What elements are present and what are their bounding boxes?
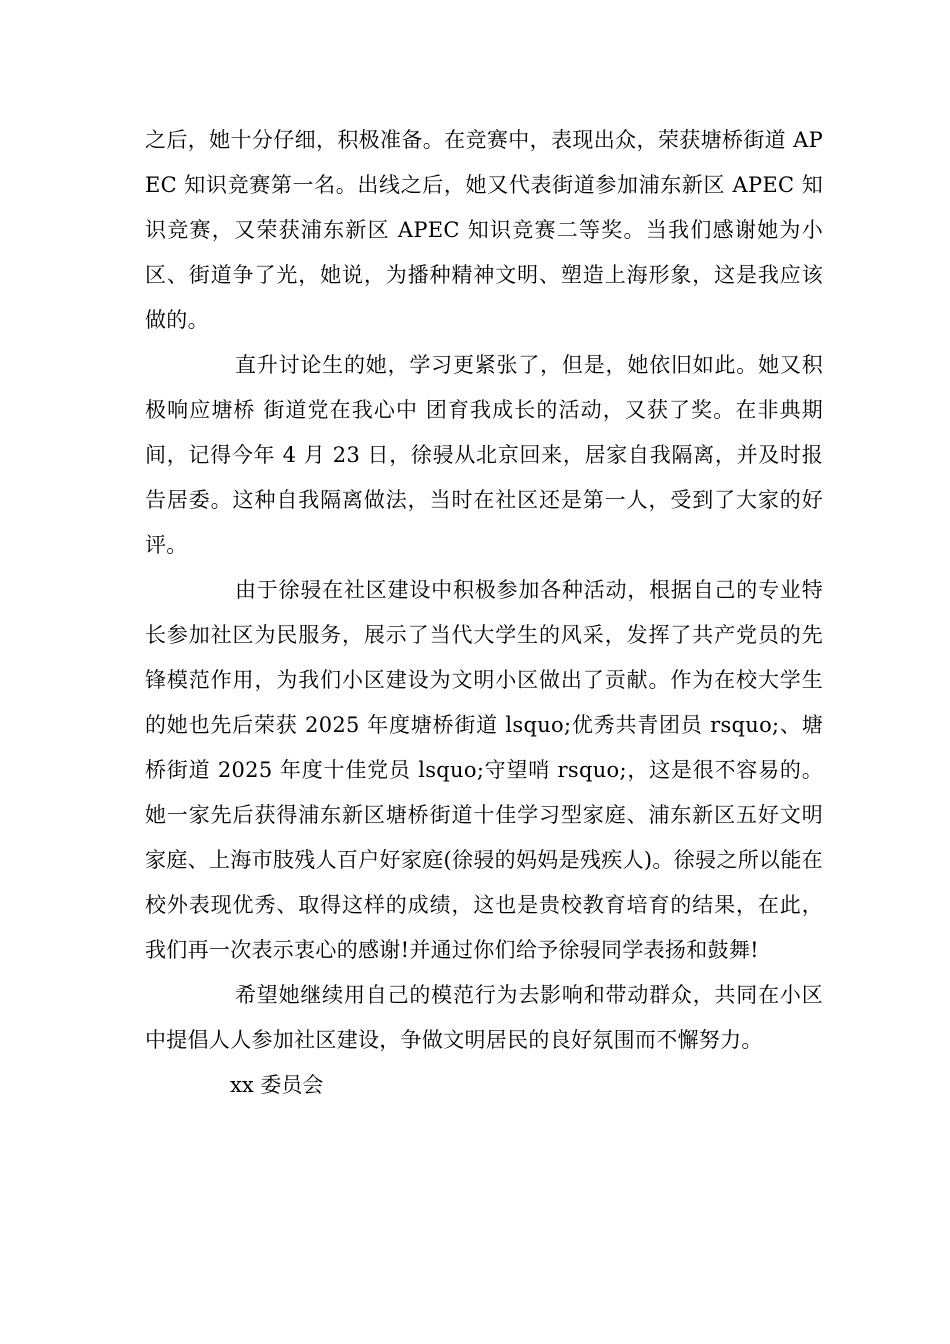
signature-committee: xx 委员会 [230,1073,324,1097]
paragraph-hope: 希望她继续用自己的模范行为去影响和带动群众，共同在小区中提倡人人参加社区建设，争做文明居民的良好氛围而不懈努力。 [145,983,823,1052]
paragraph-study: 直升讨论生的她，学习更紧张了，但是，她依旧如此。她又积极响应塘桥 街道党在我心中 团育我成长的活动，又获了奖。在非典期间，记得今年 4 月 23 日，徐骎从北京回来，居家自我隔离，并及时报告居委。这种自我隔离做法，当时在社区还是第一人，受到了大家的好评。 [145,353,823,557]
paragraph-community: 由于徐骎在社区建设中积极参加各种活动，根据自己的专业特长参加社区为民服务，展示了当代大学生的风采，发挥了共产党员的先锋模范作用，为我们小区建设为文明小区做出了贡献。作为在校大学生的她也先后荣获 2025 年度塘桥街道 lsquo;优秀共青团员 rsquo;、塘桥街道 2025 年度十佳党员 lsquo;守望哨 rsquo;，这是很不容易的。她一家先后获得浦东新区塘桥街道十佳学习型家庭、浦东新区五好文明家庭、上海市肢残人百户好家庭(徐骎的妈妈是残疾人)。徐骎之所以能在校外表现优秀、取得这样的成绩，这也是贵校教育培育的结果，在此，我们再一次表示衷心的感谢!并通过你们给予徐骎同学表扬和鼓舞! [145,578,823,962]
paragraph-continuation: 之后，她十分仔细，积极准备。在竞赛中，表现出众，荣获塘桥街道 APEC 知识竞赛第一名。出线之后，她又代表街道参加浦东新区 APEC 知识竞赛，又荣获浦东新区 APEC 知识竞赛二等奖。当我们感谢她为小区、街道争了光，她说，为播种精神文明、塑造上海形象，这是我应该做的。 [145,128,823,332]
document-page [145,118,823,1108]
